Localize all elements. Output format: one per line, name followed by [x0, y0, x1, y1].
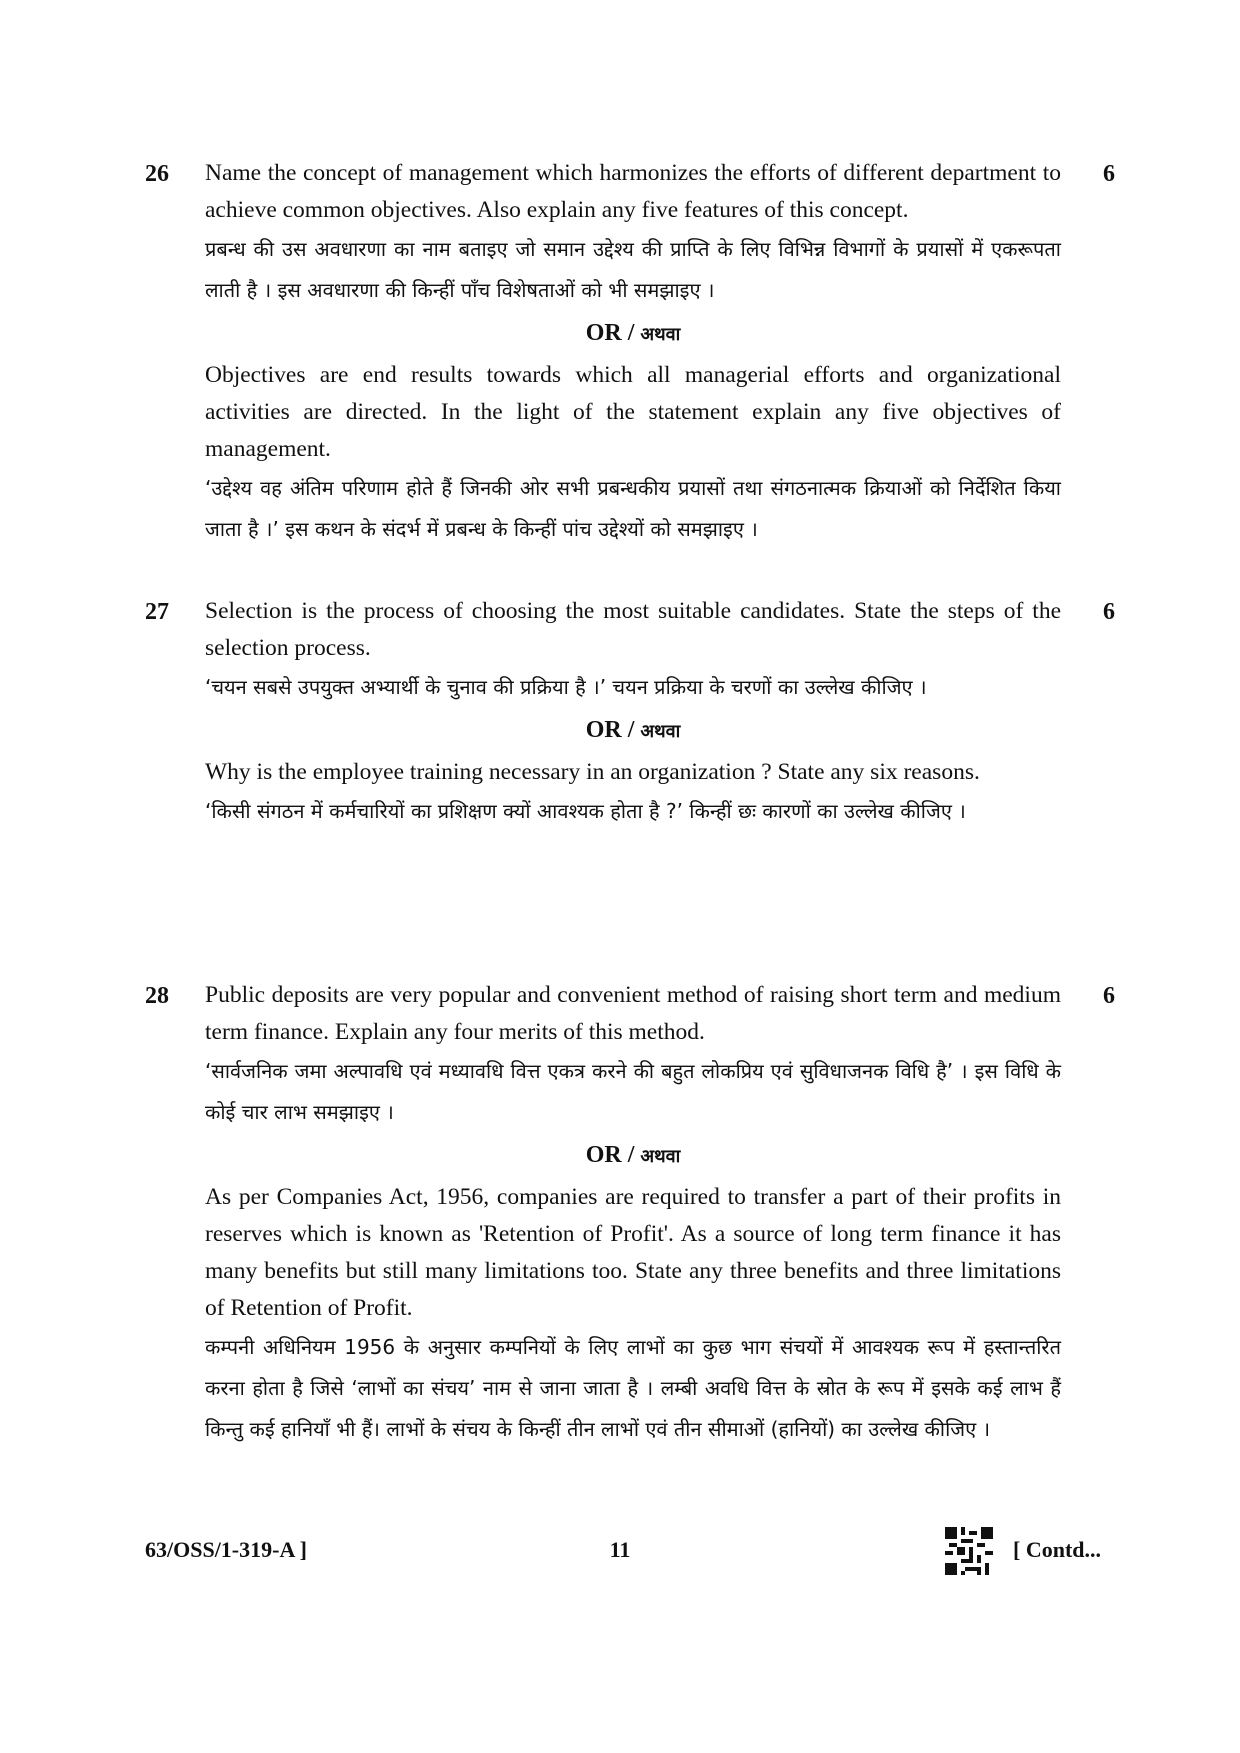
alternative-text-english: As per Companies Act, 1956, companies are required to transfer a part of their profits in reserves which is known as 'Retention of Profit'. As a source of long term finance it has many benefits but still many limitations too. State any three benefits and three limitations of Retention of Profit. [205, 1184, 1061, 1321]
alternative-text-hindi: ‘किसी संगठन में कर्मचारियों का प्रशिक्षण क्यों आवश्यक होता है ?’ किन्हीं छः कारणों का उल्लेख कीजिए । [205, 799, 966, 823]
or-label: OR [585, 717, 622, 743]
question-number: 28 [145, 983, 169, 1009]
alternative-text-hindi: कम्पनी अधिनियम 1956 के अनुसार कम्पनियों के लिए लाभों का कुछ भाग संचयों में आवश्यक रूप में हस्तान्तरित करना होता है जिसे ‘लाभों का संचय’ नाम से जाना जाता है । लम्बी अवधि वित्त के स्रोत के रूप में इसके कई लाभ हैं किन्तु कई हानियाँ भी हैं। लाभों के संचय के किन्हीं तीन लाभों एवं तीन सीमाओं (हानियों) का उल्लेख कीजिए । [205, 1335, 1061, 1441]
or-label: OR [585, 320, 622, 346]
question-body [205, 593, 1061, 832]
paper-code: 63/OSS/1-319-A ] [145, 1537, 307, 1562]
question-text-hindi: ‘सार्वजनिक जमा अल्पावधि एवं मध्यावधि वित्त एकत्र करने की बहुत लोकप्रिय एवं सुविधाजनक विधि है’ । इस विधि के कोई चार लाभ समझाइए । [205, 1059, 1061, 1124]
question-text-english: Selection is the process of choosing the most suitable candidates. State the steps of the selection process. [205, 598, 1061, 661]
qr-code-icon [945, 1527, 993, 1575]
alternative-text-english: Why is the employee training necessary in an organization ? State any six reasons. [205, 759, 980, 785]
continued-label: [ Contd... [1013, 1537, 1102, 1562]
alternative-text-hindi: ‘उद्देश्य वह अंतिम परिणाम होते हैं जिनकी ओर सभी प्रबन्धकीय प्रयासों तथा संगठनात्मक क्रियाओं को निर्देशित किया जाता है ।’ इस कथन के संदर्भ में प्रबन्ध के किन्हीं पांच उद्देश्यों को समझाइए । [205, 476, 1061, 541]
question-number: 27 [145, 599, 169, 625]
or-label: OR [585, 1142, 622, 1168]
question-text-hindi: ‘चयन सबसे उपयुक्त अभ्यार्थी के चुनाव की प्रक्रिया है ।’ चयन प्रक्रिया के चरणों का उल्लेख कीजिए । [205, 675, 927, 699]
question-number: 26 [145, 161, 169, 187]
question-body [205, 977, 1061, 1450]
question-text-hindi: प्रबन्ध की उस अवधारणा का नाम बताइए जो समान उद्देश्य की प्राप्ति के लिए विभिन्न विभागों के प्रयासों में एकरूपता लाती है । इस अवधारणा की किन्हीं पाँच विशेषताओं को भी समझाइए । [205, 237, 1061, 302]
question-body [205, 155, 1061, 550]
or-label-hindi: अथवा [640, 1146, 681, 1167]
question-marks: 6 [1103, 983, 1115, 1009]
or-label-hindi: अथवा [640, 324, 681, 345]
question-marks: 6 [1103, 161, 1115, 187]
question-marks: 6 [1103, 599, 1115, 625]
question-text-english: Name the concept of management which harmonizes the efforts of different department to achieve common objectives. Also explain any five features of this concept. [205, 160, 1061, 223]
or-separator: OR / अथवा [585, 320, 681, 346]
or-separator: OR / अथवा [585, 717, 681, 743]
question-text-english: Public deposits are very popular and convenient method of raising short term and medium term finance. Explain any four merits of this method. [205, 982, 1061, 1045]
or-label-hindi: अथवा [640, 721, 681, 742]
page-footer [0, 1535, 1240, 1595]
or-separator: OR / अथवा [585, 1142, 681, 1168]
alternative-text-english: Objectives are end results towards which all managerial efforts and organizational activities are directed. In the light of the statement explain any five objectives of management. [205, 362, 1061, 462]
page-number: 11 [609, 1537, 631, 1562]
